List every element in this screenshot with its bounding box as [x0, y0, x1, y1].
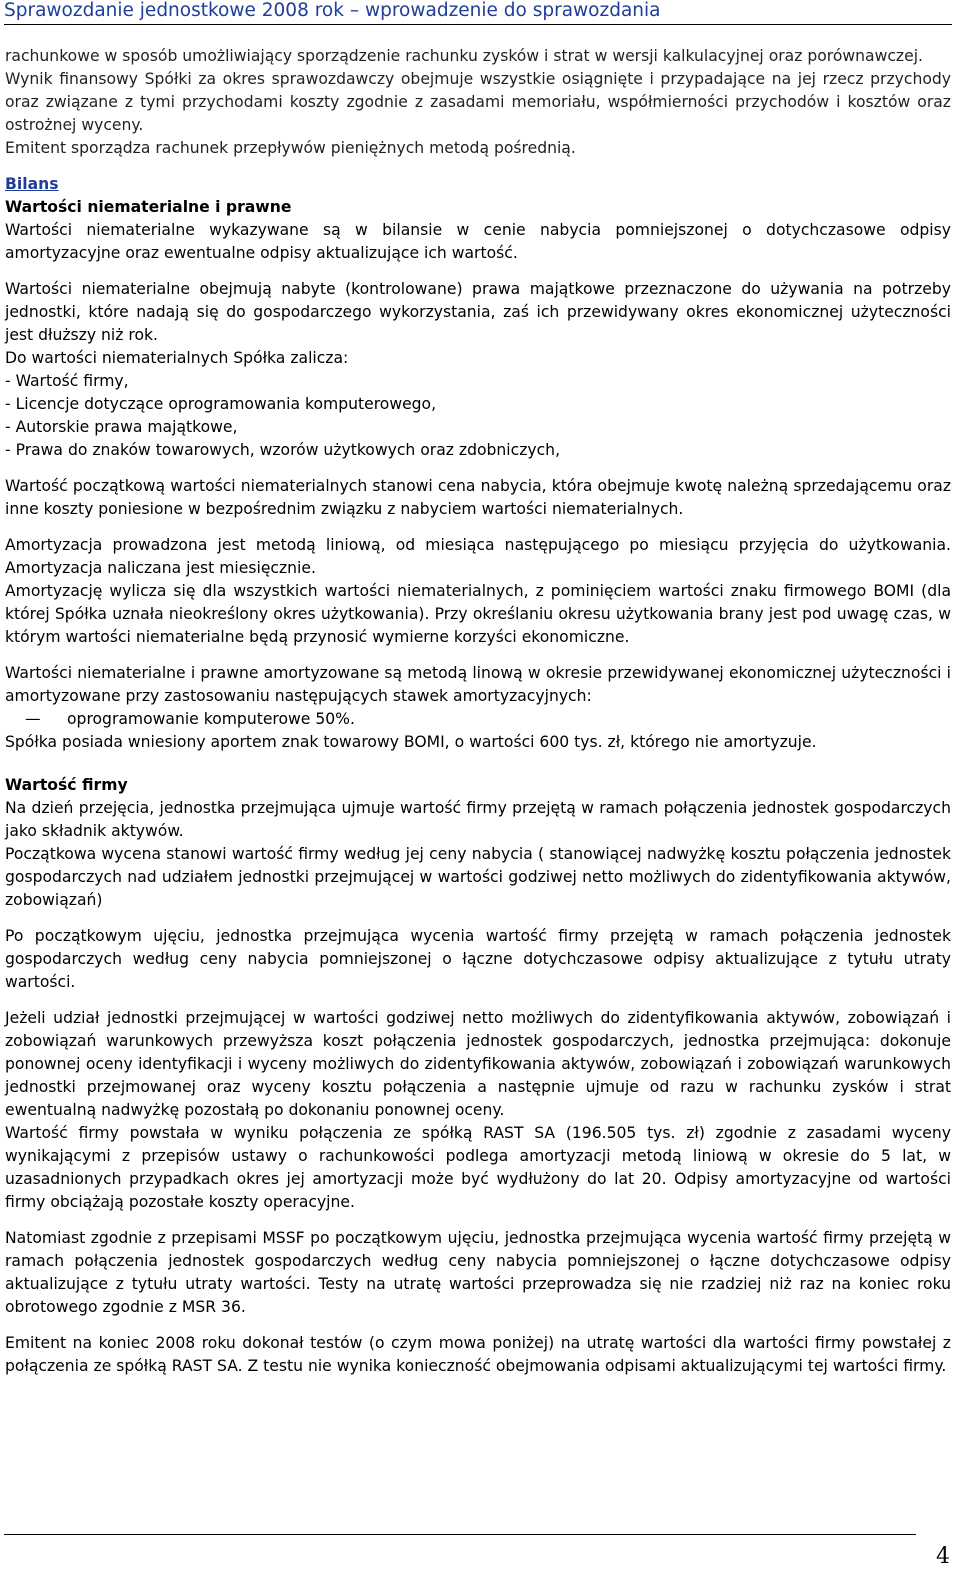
amortization-paragraph-2: Amortyzację wylicza się dla wszystkich wartości niematerialnych, z pominięciem wartości znaku firmowego BOMI (dla której Spółka uznała nieokreślony okres użytkowania). Przy określaniu okresu użytkowania brany jest pod uwagę czas, w którym wartości niematerialne będą przynosić wymierne korzyści ekonomiczne. — [5, 582, 951, 646]
intangibles-paragraph-1: Wartości niematerialne wykazywane są w bilansie w cenie nabycia pomniejszonej o dotychczasowe odpisy amortyzacyjne oraz ewentualne odpisy aktualizujące ich wartość. — [5, 221, 951, 262]
intangibles-list — [5, 370, 951, 462]
amortization-paragraph-1: Amortyzacja prowadzona jest metodą liniową, od miesiąca następującego po miesiącu przyjęcia do użytkowania. Amortyzacja naliczana jest miesięcznie. — [5, 536, 951, 577]
amortization-rate-item — [5, 708, 951, 731]
goodwill-heading: Wartość firmy — [5, 776, 128, 794]
list-item: - Prawa do znaków towarowych, wzorów użytkowych oraz zdobniczych, — [5, 441, 561, 459]
dash-bullet: — — [25, 710, 41, 728]
trademark-paragraph: Spółka posiada wniesiony aportem znak towarowy BOMI, o wartości 600 tys. zł, którego nie amortyzuje. — [5, 733, 817, 751]
list-item: - Autorskie prawa majątkowe, — [5, 418, 238, 436]
goodwill-paragraph-6: Natomiast zgodnie z przepisami MSSF po początkowym ujęciu, jednostka przejmująca wycenia wartość firmy przejętą w ramach połączenia jednostek gospodarczych według ceny nabycia pomniejszonej o łączne dotychczasowe odpisy aktualizujące z tytułu utraty wartości. Testy na utratę wartości przeprowadza się nie rzadziej niż raz na koniec roku obrotowego zgodnie z MSR 36. — [5, 1229, 951, 1316]
document-body — [5, 45, 951, 1378]
amortization-rate-text: oprogramowanie komputerowe 50%. — [67, 710, 355, 728]
goodwill-paragraph-4: Jeżeli udział jednostki przejmującej w wartości godziwej netto możliwych do zidentyfikowania aktywów, zobowiązań i zobowiązań warunkowych przewyższa koszt połączenia jednostek gospodarczych, jednostka przejmująca: dokonuje ponownej oceny identyfikacji i wyceny możliwych do zidentyfikowania aktywów, zobowiązań i zobowiązań warunkowych jednostki przejmowanej oraz wyceny kosztu połączenia a następnie ujmuje od razu w rachunku zysków i strat ewentualną nadwyżkę pozostałą po dokonaniu ponownej oceny. — [5, 1009, 951, 1119]
page-header: Sprawozdanie jednostkowe 2008 rok – wprowadzenie do sprawozdania — [4, 0, 952, 25]
page-number: 4 — [936, 1544, 950, 1569]
goodwill-paragraph-1: Na dzień przejęcia, jednostka przejmująca ujmuje wartość firmy przejętą w ramach połączenia jednostek gospodarczych jako składnik aktywów. — [5, 799, 951, 840]
intangibles-list-intro: Do wartości niematerialnych Spółka zalicza: — [5, 349, 349, 367]
intangibles-heading: Wartości niematerialne i prawne — [5, 198, 292, 216]
bilans-section-link[interactable]: Bilans — [5, 175, 59, 193]
amortization-paragraph-3: Wartości niematerialne i prawne amortyzowane są metodą linową w okresie przewidywanej ekonomicznej użyteczności i amortyzowane przy zastosowaniu następujących stawek amortyzacyjnych: — [5, 664, 951, 705]
intangibles-paragraph-3: Wartość początkową wartości niematerialnych stanowi cena nabycia, która obejmuje kwotę należną sprzedającemu oraz inne koszty poniesione w bezpośrednim związku z nabyciem wartości niematerialnych. — [5, 477, 951, 518]
goodwill-paragraph-2: Początkowa wycena stanowi wartość firmy według jej ceny nabycia ( stanowiącej nadwyżkę kosztu połączenia jednostek gospodarczych nad udziałem jednostki przejmującej w wartości godziwej netto możliwych do zidentyfikowania aktywów, zobowiązań) — [5, 845, 951, 909]
intro-paragraph-1: rachunkowe w sposób umożliwiający sporządzenie rachunku zysków i strat w wersji kalkulacyjnej oraz porównawczej. — [5, 47, 923, 65]
goodwill-paragraph-5: Wartość firmy powstała w wyniku połączenia ze spółką RAST SA (196.505 tys. zł) zgodnie z zasadami wyceny wynikającymi z przepisów ustawy o rachunkowości podlega amortyzacji metodą liniową w okresie do 5 lat, w uzasadnionych przypadkach okres jej amortyzacji może być wydłużony do lat 20. Odpisy amortyzacyjne od wartości firmy obciążają pozostałe koszty operacyjne. — [5, 1124, 951, 1211]
goodwill-paragraph-3: Po początkowym ujęciu, jednostka przejmująca wycenia wartość firmy przejętą w ramach połączenia jednostek gospodarczych według ceny nabycia pomniejszonej o łączne dotychczasowe odpisy aktualizujące z tytułu utraty wartości. — [5, 927, 951, 991]
list-item: - Wartość firmy, — [5, 372, 129, 390]
intro-paragraph-2: Wynik finansowy Spółki za okres sprawozdawczy obejmuje wszystkie osiągnięte i przypadające na jej rzecz przychody oraz związane z tymi przychodami koszty zgodnie z zasadami memoriału, współmierności przychodów i kosztów oraz ostrożnej wyceny. — [5, 70, 951, 134]
footer-divider — [4, 1534, 916, 1535]
intro-paragraph-3: Emitent sporządza rachunek przepływów pieniężnych metodą pośrednią. — [5, 139, 576, 157]
goodwill-paragraph-7: Emitent na koniec 2008 roku dokonał testów (o czym mowa poniżej) na utratę wartości dla wartości firmy powstałej z połączenia ze spółką RAST SA. Z testu nie wynika konieczność obejmowania odpisami aktualizującymi tej wartości firmy. — [5, 1334, 951, 1375]
intangibles-paragraph-2: Wartości niematerialne obejmują nabyte (kontrolowane) prawa majątkowe przeznaczone do używania na potrzeby jednostki, które nadają się do gospodarczego wykorzystania, zaś ich przewidywany okres ekonomicznej użyteczności jest dłuższy niż rok. — [5, 280, 951, 344]
list-item: - Licencje dotyczące oprogramowania komputerowego, — [5, 395, 437, 413]
